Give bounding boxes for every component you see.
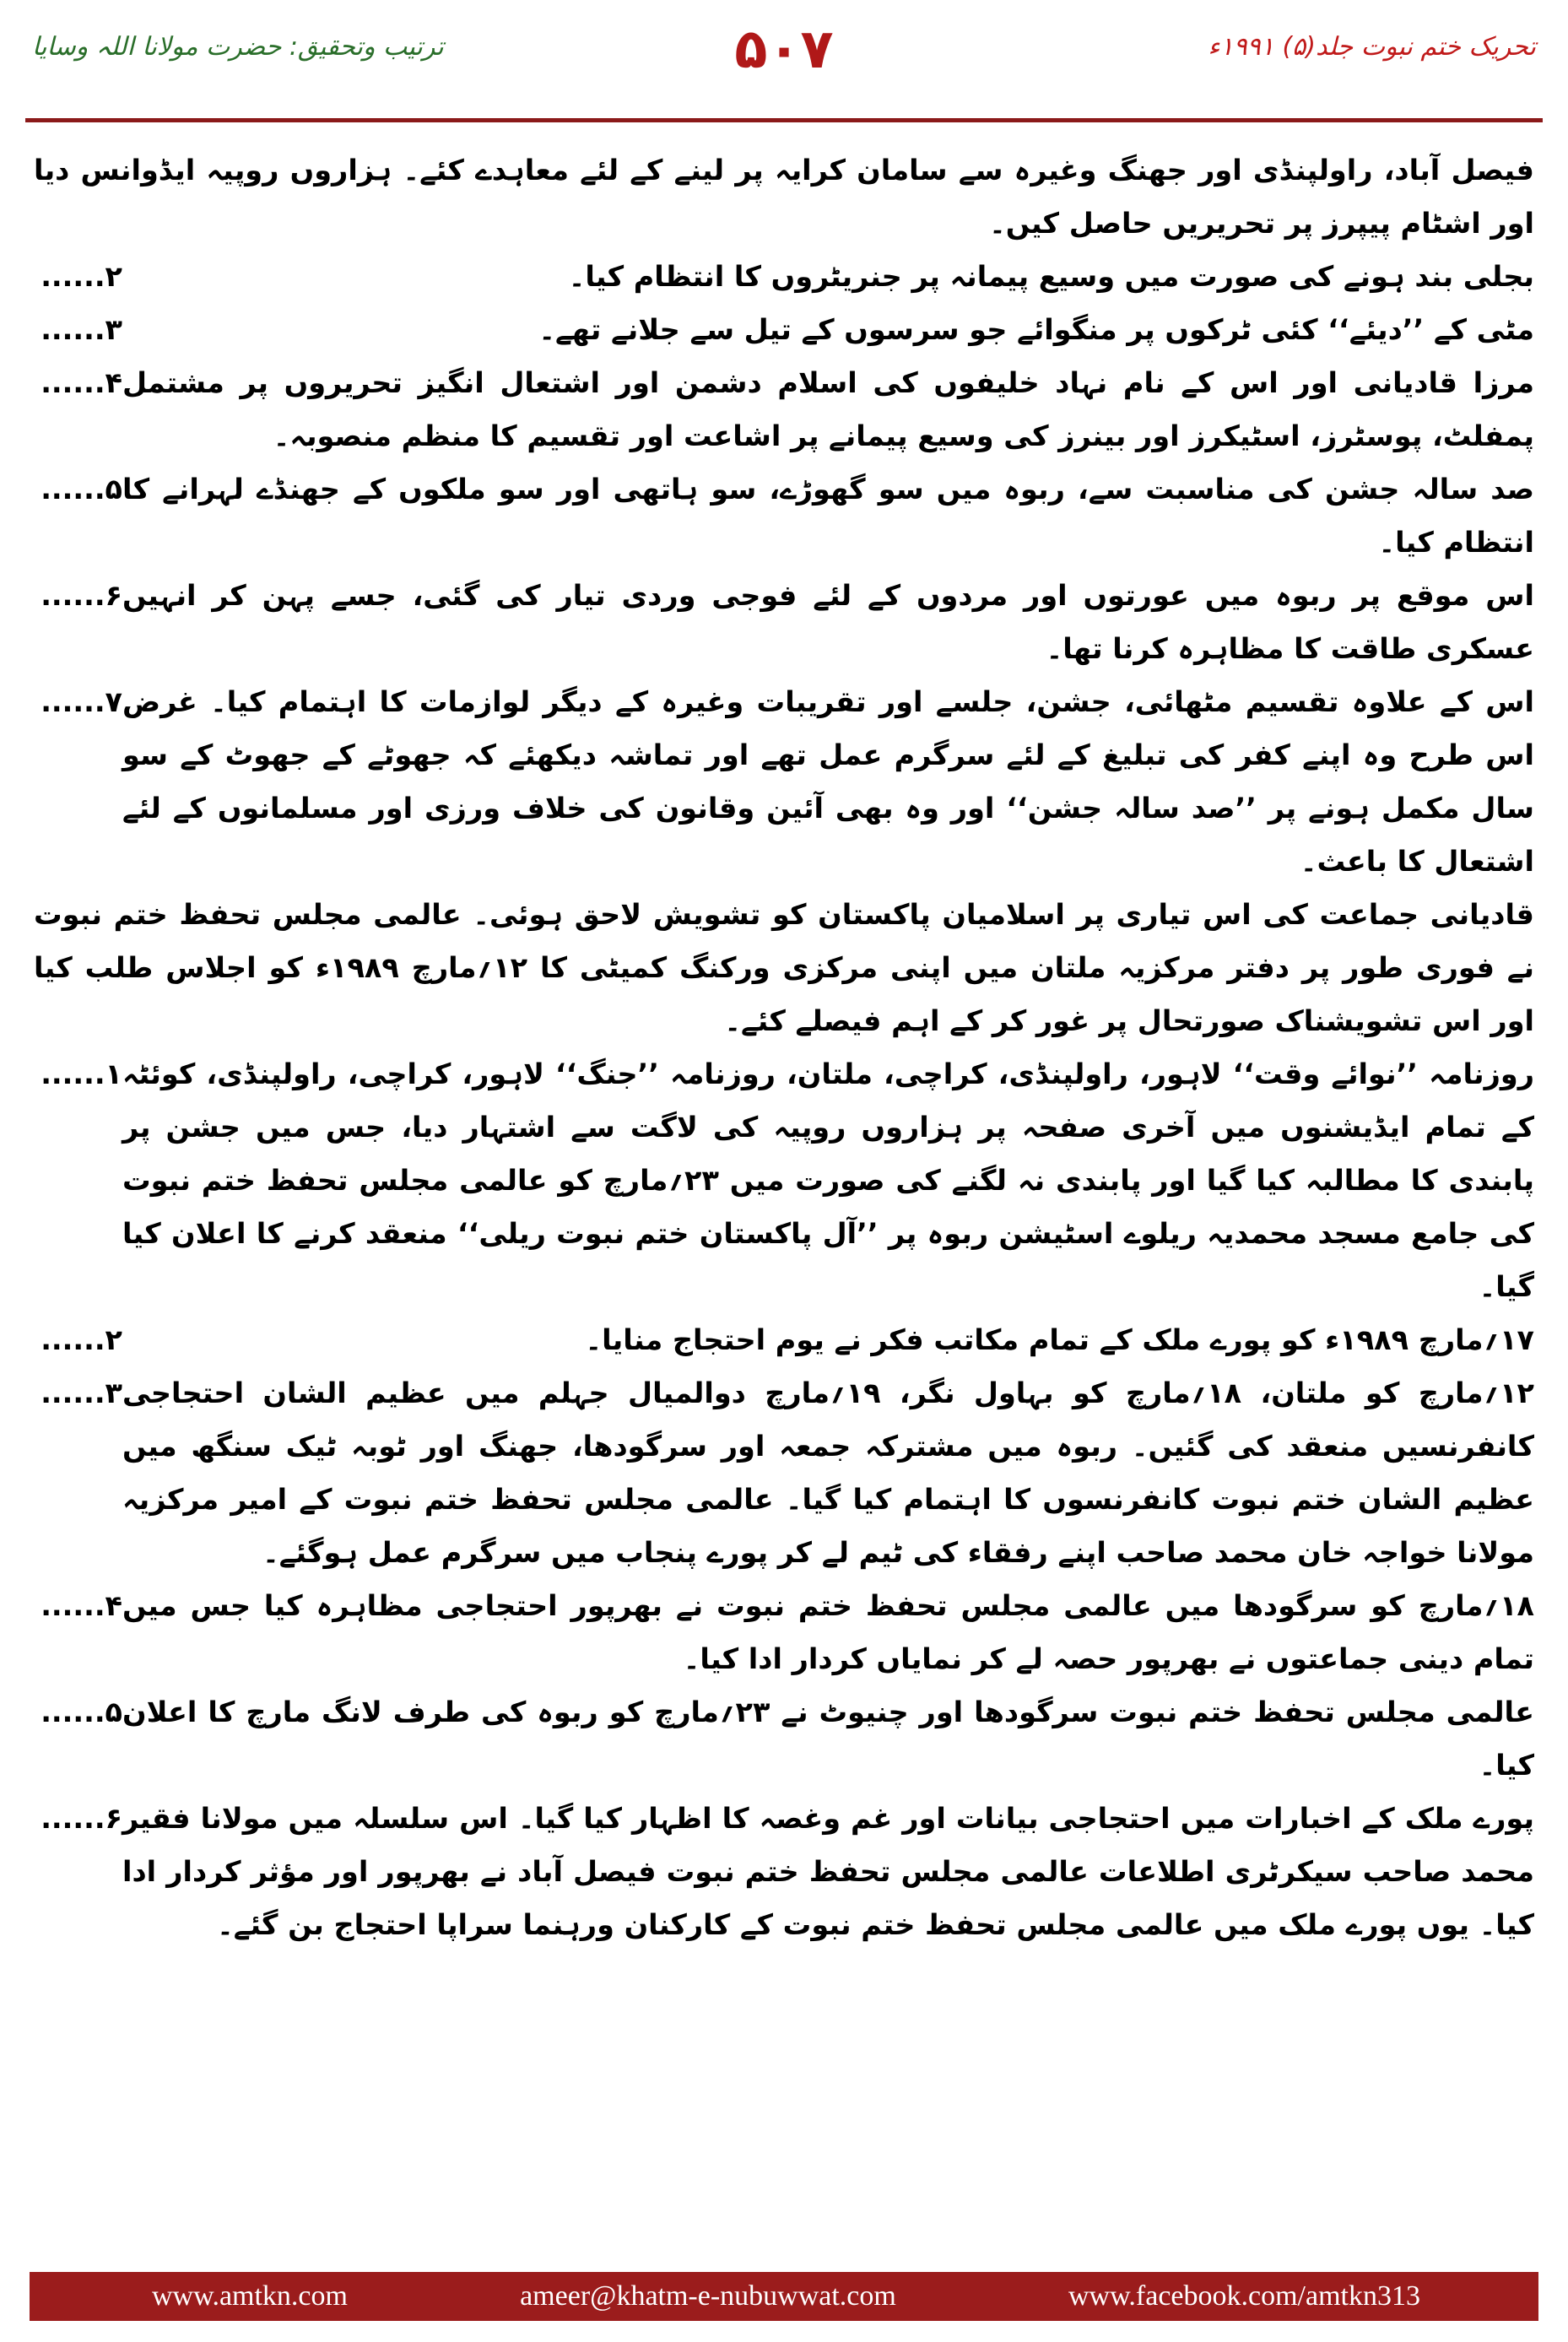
list-item-number: ۷...... bbox=[41, 685, 122, 718]
list-item-number: ۶...... bbox=[41, 1802, 122, 1835]
list-item-number: ۳...... bbox=[41, 313, 122, 346]
list-item bbox=[34, 1685, 1534, 1792]
list-item bbox=[34, 1313, 1534, 1366]
list-item bbox=[34, 1579, 1534, 1685]
list-item-text: اس موقع پر ربوہ میں عورتوں اور مردوں کے لئے فوجی وردی تیار کی گئی، جسے پہن کر انہیں عسکری طاقت کا مظاہرہ کرنا تھا۔ bbox=[122, 579, 1535, 665]
list-item-text: بجلی بند ہونے کی صورت میں وسیع پیمانہ پر جنریٹروں کا انتظام کیا۔ bbox=[568, 260, 1534, 293]
list-item-number: ۴...... bbox=[41, 1589, 122, 1622]
list-item-text: پورے ملک کے اخبارات میں احتجاجی بیانات اور غم وغصہ کا اظہار کیا گیا۔ اس سلسلہ میں مولانا فقیر محمد صاحب سیکرٹری اطلاعات عالمی مجلس تحفظ ختم نبوت فیصل آباد نے بھرپور اور مؤثر کردار ادا کیا۔ یوں پورے ملک میں عالمی مجلس تحفظ ختم نبوت کے کارکنان ورہنما سراپا احتجاج بن گئے۔ bbox=[122, 1802, 1534, 1941]
list-item-text: روزنامہ ’’نوائے وقت‘‘ لاہور، راولپنڈی، کراچی، ملتان، روزنامہ ’’جنگ‘‘ لاہور، کراچی، راولپنڈی، کوئٹہ کے تمام ایڈیشنوں میں آخری صفحہ پر ہزاروں روپیہ کی لاگت سے اشتہار دیا، جس میں جشن پر پابندی کا مطالبہ کیا گیا اور پابندی نہ لگنے کی صورت میں ۲۳؍مارچ کو عالمی مجلس تحفظ ختم نبوت کی جامع مسجد محمدیہ ریلوے اسٹیشن ربوہ پر ’’آل پاکستان ختم نبوت ریلی‘‘ منعقد کرنے کا اعلان کیا گیا۔ bbox=[122, 1057, 1534, 1303]
list-item-text: صد سالہ جشن کی مناسبت سے، ربوہ میں سو گھوڑے، سو ہاتھی اور سو ملکوں کے جھنڈے لہرانے کا انتظام کیا۔ bbox=[122, 473, 1534, 559]
list-item-number: ۲...... bbox=[41, 260, 122, 293]
list-item-text: ۱۲؍مارچ کو ملتان، ۱۸؍مارچ کو بہاول نگر، ۱۹؍مارچ دوالمیال جہلم میں عظیم الشان احتجاجی کانفرنسیں منعقد کی گئیں۔ ربوہ میں مشترکہ جمعہ اور سرگودھا، جھنگ اور ٹوبہ ٹیک سنگھ میں عظیم الشان ختم نبوت کانفرنسوں کا اہتمام کیا گیا۔ عالمی مجلس تحفظ ختم نبوت کے امیر مرکزیہ مولانا خواجہ خان محمد صاحب اپنے رفقاء کی ٹیم لے کر پورے پنجاب میں سرگرم عمل ہوگئے۔ bbox=[122, 1377, 1534, 1569]
list-item bbox=[34, 1047, 1534, 1313]
list-item-text: مٹی کے ’’دیئے‘‘ کئی ٹرکوں پر منگوائے جو سرسوں کے تیل سے جلانے تھے۔ bbox=[538, 313, 1534, 346]
list-item bbox=[34, 303, 1534, 356]
list-item bbox=[34, 462, 1534, 569]
list-item bbox=[34, 569, 1534, 675]
list-item bbox=[34, 250, 1534, 303]
list-item-number: ۲...... bbox=[41, 1323, 122, 1356]
list-item-number: ۴...... bbox=[41, 366, 122, 399]
header-book-title: تحریک ختم نبوت جلد(۵) ۱۹۹۱ء bbox=[1208, 32, 1536, 62]
email-link[interactable]: ameer@khatm-e-nubuwwat.com bbox=[520, 2280, 896, 2312]
header-credit: ترتیب وتحقیق: حضرت مولانا اللہ وسایا bbox=[32, 32, 444, 62]
list-item bbox=[34, 1792, 1534, 1951]
list-item bbox=[34, 675, 1534, 888]
list-item-number: ۵...... bbox=[41, 473, 122, 506]
list-item-text: ۱۸؍مارچ کو سرگودھا میں عالمی مجلس تحفظ ختم نبوت نے بھرپور احتجاجی مظاہرہ کیا جس میں تمام دینی جماعتوں نے بھرپور حصہ لے کر نمایاں کردار ادا کیا۔ bbox=[122, 1589, 1534, 1675]
list-item-number: ۱...... bbox=[41, 1057, 122, 1090]
paragraph: فیصل آباد، راولپنڈی اور جھنگ وغیرہ سے سامان کرایہ پر لینے کے لئے معاہدے کئے۔ ہزاروں روپیہ ایڈوانس دیا اور اشٹام پیپرز پر تحریریں حاصل کیں۔ bbox=[34, 154, 1534, 240]
page-body bbox=[34, 143, 1534, 2199]
list-item-number: ۳...... bbox=[41, 1377, 122, 1409]
list-item-text: مرزا قادیانی اور اس کے نام نہاد خلیفوں کی اسلام دشمن اور اشتعال انگیز تحریروں پر مشتمل پمفلٹ، پوسٹرز، اسٹیکرز اور بینرز کی وسیع پیمانے پر اشاعت اور تقسیم کا منظم منصوبہ۔ bbox=[122, 366, 1534, 452]
facebook-link[interactable]: www.facebook.com/amtkn313 bbox=[1068, 2280, 1420, 2312]
page-footer bbox=[30, 2272, 1538, 2321]
list-item bbox=[34, 356, 1534, 462]
list-item-number: ۵...... bbox=[41, 1696, 122, 1728]
page-number: ۵۰۷ bbox=[734, 19, 834, 81]
website-link[interactable]: www.amtkn.com bbox=[152, 2280, 348, 2312]
list-item-number: ۶...... bbox=[41, 579, 122, 612]
list-item-text: ۱۷؍مارچ ۱۹۸۹ء کو پورے ملک کے تمام مکاتب فکر نے یوم احتجاج منایا۔ bbox=[585, 1323, 1534, 1356]
page-header bbox=[25, 0, 1543, 122]
paragraph: قادیانی جماعت کی اس تیاری پر اسلامیان پاکستان کو تشویش لاحق ہوئی۔ عالمی مجلس تحفظ ختم نبوت نے فوری طور پر دفتر مرکزیہ ملتان میں اپنی مرکزی ورکنگ کمیٹی کا ۱۲؍مارچ ۱۹۸۹ء کو اجلاس طلب کیا اور اس تشویشناک صورتحال پر غور کر کے اہم فیصلے کئے۔ bbox=[34, 898, 1535, 1037]
list-item-text: عالمی مجلس تحفظ ختم نبوت سرگودھا اور چنیوٹ نے ۲۳؍مارچ کو ربوہ کی طرف لانگ مارچ کا اعلان کیا۔ bbox=[122, 1696, 1534, 1782]
list-item-text: اس کے علاوہ تقسیم مٹھائی، جشن، جلسے اور تقریبات وغیرہ کے دیگر لوازمات کا اہتمام کیا۔ غرض اس طرح وہ اپنے کفر کی تبلیغ کے لئے سرگرم عمل تھے اور تماشہ دیکھئے کہ جھوٹے کے جھوٹ کے سو سال مکمل ہونے پر ’’صد سالہ جشن‘‘ اور وہ بھی آئین وقانون کی خلاف ورزی اور مسلمانوں کے لئے اشتعال کا باعث۔ bbox=[122, 685, 1534, 878]
list-item bbox=[34, 1366, 1534, 1579]
